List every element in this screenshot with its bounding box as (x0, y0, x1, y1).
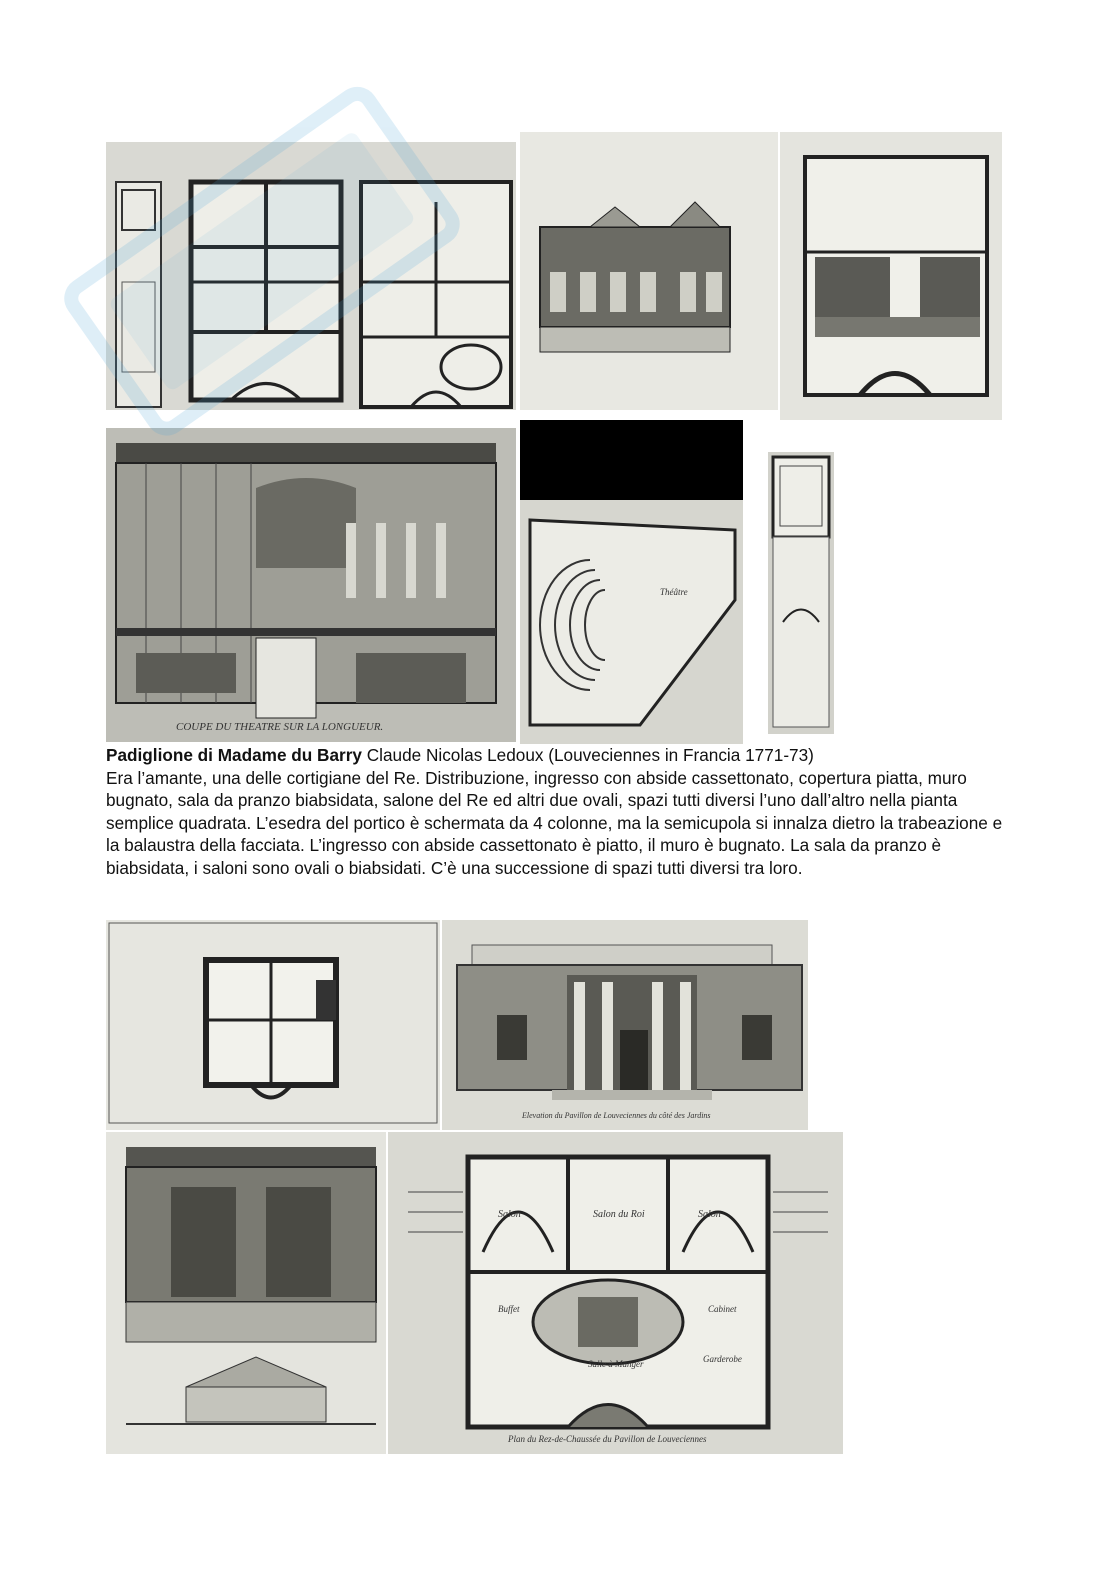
hotel-plans-plate (106, 142, 516, 410)
plan-room-salle-a-manger: Salle à Manger (588, 1359, 644, 1369)
hotel-plan-plate-right (780, 132, 1002, 420)
pavilion-plan-large (388, 1132, 843, 1454)
plan-room-salon-right: Salon (698, 1209, 721, 1220)
plan-caption: Plan du Rez-de-Chaussée du Pavillon de Louveciennes (508, 1434, 707, 1444)
theatre-plan-label: Théâtre (660, 587, 688, 597)
plan-room-garderobe: Garderobe (703, 1354, 742, 1364)
architect-and-date: Claude Nicolas Ledoux (Louveciennes in Francia 1771-73) (361, 745, 814, 765)
narrow-plan-plate (768, 452, 834, 734)
elevation-caption: Elevation du Pavillon de Louveciennes du côté des Jardins (522, 1111, 711, 1120)
plan-room-salon-du-roi: Salon du Roi (593, 1209, 645, 1220)
plan-room-cabinet: Cabinet (708, 1304, 737, 1314)
hotel-section-plate (520, 132, 778, 410)
plan-room-buffet: Buffet (498, 1304, 520, 1314)
pavilion-elevation-plate (442, 920, 808, 1130)
description-text (106, 744, 1016, 880)
building-title: Padiglione di Madame du Barry (106, 745, 362, 765)
black-redaction-block (520, 420, 743, 500)
pavilion-section-plate (106, 1132, 386, 1454)
theatre-section-caption: COUPE DU THEATRE SUR LA LONGUEUR. (176, 721, 384, 733)
body-paragraph: Era l’amante, una delle cortigiane del Re. Distribuzione, ingresso con abside cassettonato, copertura piatta, muro bugnato, sala da pranzo biabsidata, salone del Re ed altri due ovali, spazi tutti diversi l’uno dall’altro nella pianta semplice quadrata. L’esedra del portico è schermata da 4 colonne, ma la semicupola si innalza dietro la trabeazione e la balaustra della facciata. L’ingresso con abside cassettonato è piatto, il muro è bugnato. La sala da pranzo è biabsidata, i saloni sono ovali o biabsidati. C’è una successione di spazi tutti diversi tra loro. (106, 767, 1003, 878)
heading-line (106, 744, 1016, 767)
pavilion-plan-small (106, 920, 440, 1130)
plan-room-salon-left: Salon (498, 1209, 521, 1220)
theatre-section-plate (106, 428, 516, 742)
theatre-plan-plate (520, 500, 743, 744)
